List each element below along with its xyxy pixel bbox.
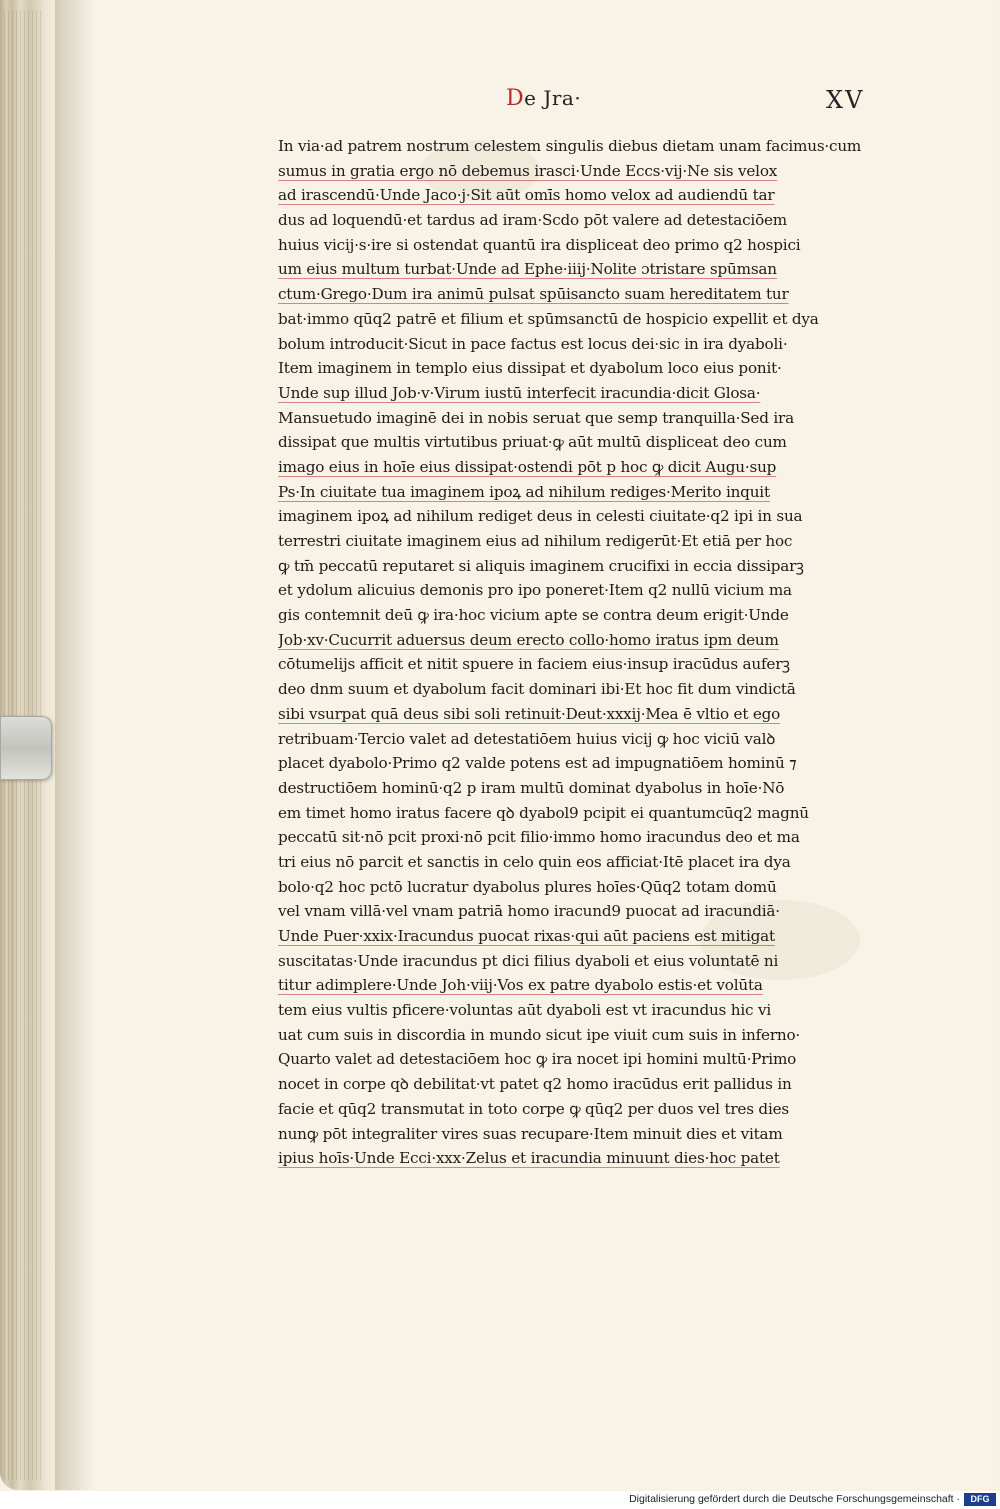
gutter-shadow [55, 0, 95, 1490]
text-line: deo dnm suum et dyabolum facit dominari ibi·Et hoc fit dum vindictā [278, 680, 796, 699]
text-line: Quarto valet ad detestaciōem hoc ꝙ ira nocet ipi homini multū·Primo [278, 1050, 797, 1069]
text-line: em timet homo iratus facere qꝺ dyabol9 pcipit ei quantumcūq2 magnū [278, 803, 809, 822]
text-line: placet dyabolo·Primo q2 valde potens est ad impugnatiōem hominū ⁊ [278, 754, 797, 773]
funding-credit: Digitalisierung gefördert durch die Deutsche Forschungsgemeinschaft · [629, 1493, 960, 1505]
text-line: bolum introducit·Sicut in pace factus est locus dei·sic in ira dyaboli· [278, 334, 788, 353]
text-line: imaginem ipoꝝ ad nihilum rediget deus in celesti ciuitate·q2 ipi in sua [278, 507, 803, 526]
text-line: dus ad loquendū·et tardus ad iram·Scdo pōt valere ad detestaciōem [278, 211, 788, 230]
text-line: ad irascendū·Unde Jaco·j·Sit aūt omīs homo velox ad audiendū tar [278, 186, 775, 205]
text-line: nunꝙ pōt integraliter vires suas recupare·Item minuit dies et vitam [278, 1124, 783, 1143]
text-line: bolo·q2 hoc pctō lucratur dyabolus plures hoīes·Qūq2 totam domū [278, 877, 777, 896]
text-line: Ps·In ciuitate tua imaginem ipoꝝ ad nihilum rediges·Merito inquit [278, 482, 770, 501]
text-line: Item imaginem in templo eius dissipat et dyabolum loco eius ponit· [278, 359, 782, 378]
text-line: destructiōem hominū·q2 p iram multū dominat dyabolus in hoīe·Nō [278, 778, 785, 797]
text-column [278, 134, 912, 1171]
running-head [506, 86, 581, 111]
text-line: et ydolum alicuius demonis pro ipo poneret·Item q2 nullū vicium ma [278, 581, 792, 600]
digitization-footer [0, 1491, 1000, 1509]
text-line: uat cum suis in discordia in mundo sicut ipe viuit cum suis in inferno· [278, 1025, 801, 1044]
text-line: imago eius in hoīe eius dissipat·ostendi pōt p hoc ꝙ dicit Augu·sup [278, 457, 777, 476]
text-line: suscitatas·Unde iracundus pt dici filius dyaboli et eius voluntatē ni [278, 951, 779, 970]
text-line: cōtumelijs afficit et nitit spuere in faciem eius·insup iracūdus auferꝫ [278, 655, 790, 674]
text-line: facie et qūq2 transmutat in toto corpe ꝙ qūq2 per duos vel tres dies [278, 1099, 789, 1118]
running-head-text: e Jra· [524, 86, 582, 110]
text-line: terrestri ciuitate imaginem eius ad nihilum redigerūt·Et etiā per hoc [278, 532, 793, 550]
text-line: sibi vsurpat quā deus sibi soli retinuit·Deut·xxxij·Mea ē vltio et ego [278, 704, 781, 723]
text-line: Unde Puer·xxix·Iracundus puocat rixas·qui aūt paciens est mitigat [278, 927, 775, 945]
text-line: ꝙ tm̄ peccatū reputaret si aliquis imaginem crucifixi in eccia dissiparꝫ [278, 556, 804, 575]
text-line: dissipat que multis virtutibus priuat·ꝙ aūt multū displiceat deo cum [278, 433, 787, 452]
folio-number: XV [826, 86, 865, 114]
text-line: Unde sup illud Job·v·Virum iustū interfecit iracundia·dicit Glosa· [278, 383, 761, 402]
text-line: nocet in corpe qꝺ debilitat·vt patet q2 homo iracūdus erit pallidus in [278, 1075, 792, 1094]
dfg-logo: DFG [964, 1493, 996, 1506]
text-line: bat·immo qūq2 patrē et filium et spūmsanctū de hospicio expellit et dya [278, 309, 819, 328]
running-head-initial: D [506, 86, 525, 111]
text-line: tri eius nō parcit et sanctis in celo quin eos afficiat·Itē placet ira dya [278, 852, 791, 871]
text-line: tem eius vultis pficere·voluntas aūt dyaboli est vt iracundus hic vi [278, 1001, 771, 1020]
text-line: Job·xv·Cucurrit aduersus deum erecto collo·homo iratus ipm deum [278, 630, 779, 649]
text-line: peccatū sit·nō pcit proxi·nō pcit filio·immo homo iracundus deo et ma [278, 828, 800, 847]
text-line: Mansuetudo imaginē dei in nobis seruat que semp tranquilla·Sed ira [278, 408, 794, 427]
text-line: retribuam·Tercio valet ad detestatiōem huius vicij ꝙ hoc viciū valꝺ [278, 729, 776, 748]
text-line: ctum·Grego·Dum ira animū pulsat spūisancto suam hereditatem tur [278, 285, 789, 304]
text-line: sumus in gratia ergo nō debemus irasci·Unde Eccs·vij·Ne sis velox [278, 161, 778, 180]
text-line: titur adimplere·Unde Joh·viij·Vos ex patre dyabolo estis·et volūta [278, 976, 763, 995]
text-line: gis contemnit deū ꝙ ira·hoc vicium apte se contra deum erigit·Unde [278, 606, 789, 625]
page-header [0, 86, 1000, 116]
text-line: ipius hoīs·Unde Ecci·xxx·Zelus et iracundia minuunt dies·hoc patet [278, 1149, 780, 1168]
text-line: In via·ad patrem nostrum celestem singulis diebus dietam unam facimus·cum [278, 137, 862, 155]
text-line: um eius multum turbat·Unde ad Ephe·iiij·Nolite ɔtristare spūmsan [278, 260, 777, 279]
page-clip [0, 716, 52, 780]
text-line: vel vnam villā·vel vnam patriā homo iracund9 puocat ad iracundiā· [278, 902, 780, 921]
text-line: huius vicij·s·ire si ostendat quantū ira displiceat deo primo q2 hospici [278, 235, 801, 254]
